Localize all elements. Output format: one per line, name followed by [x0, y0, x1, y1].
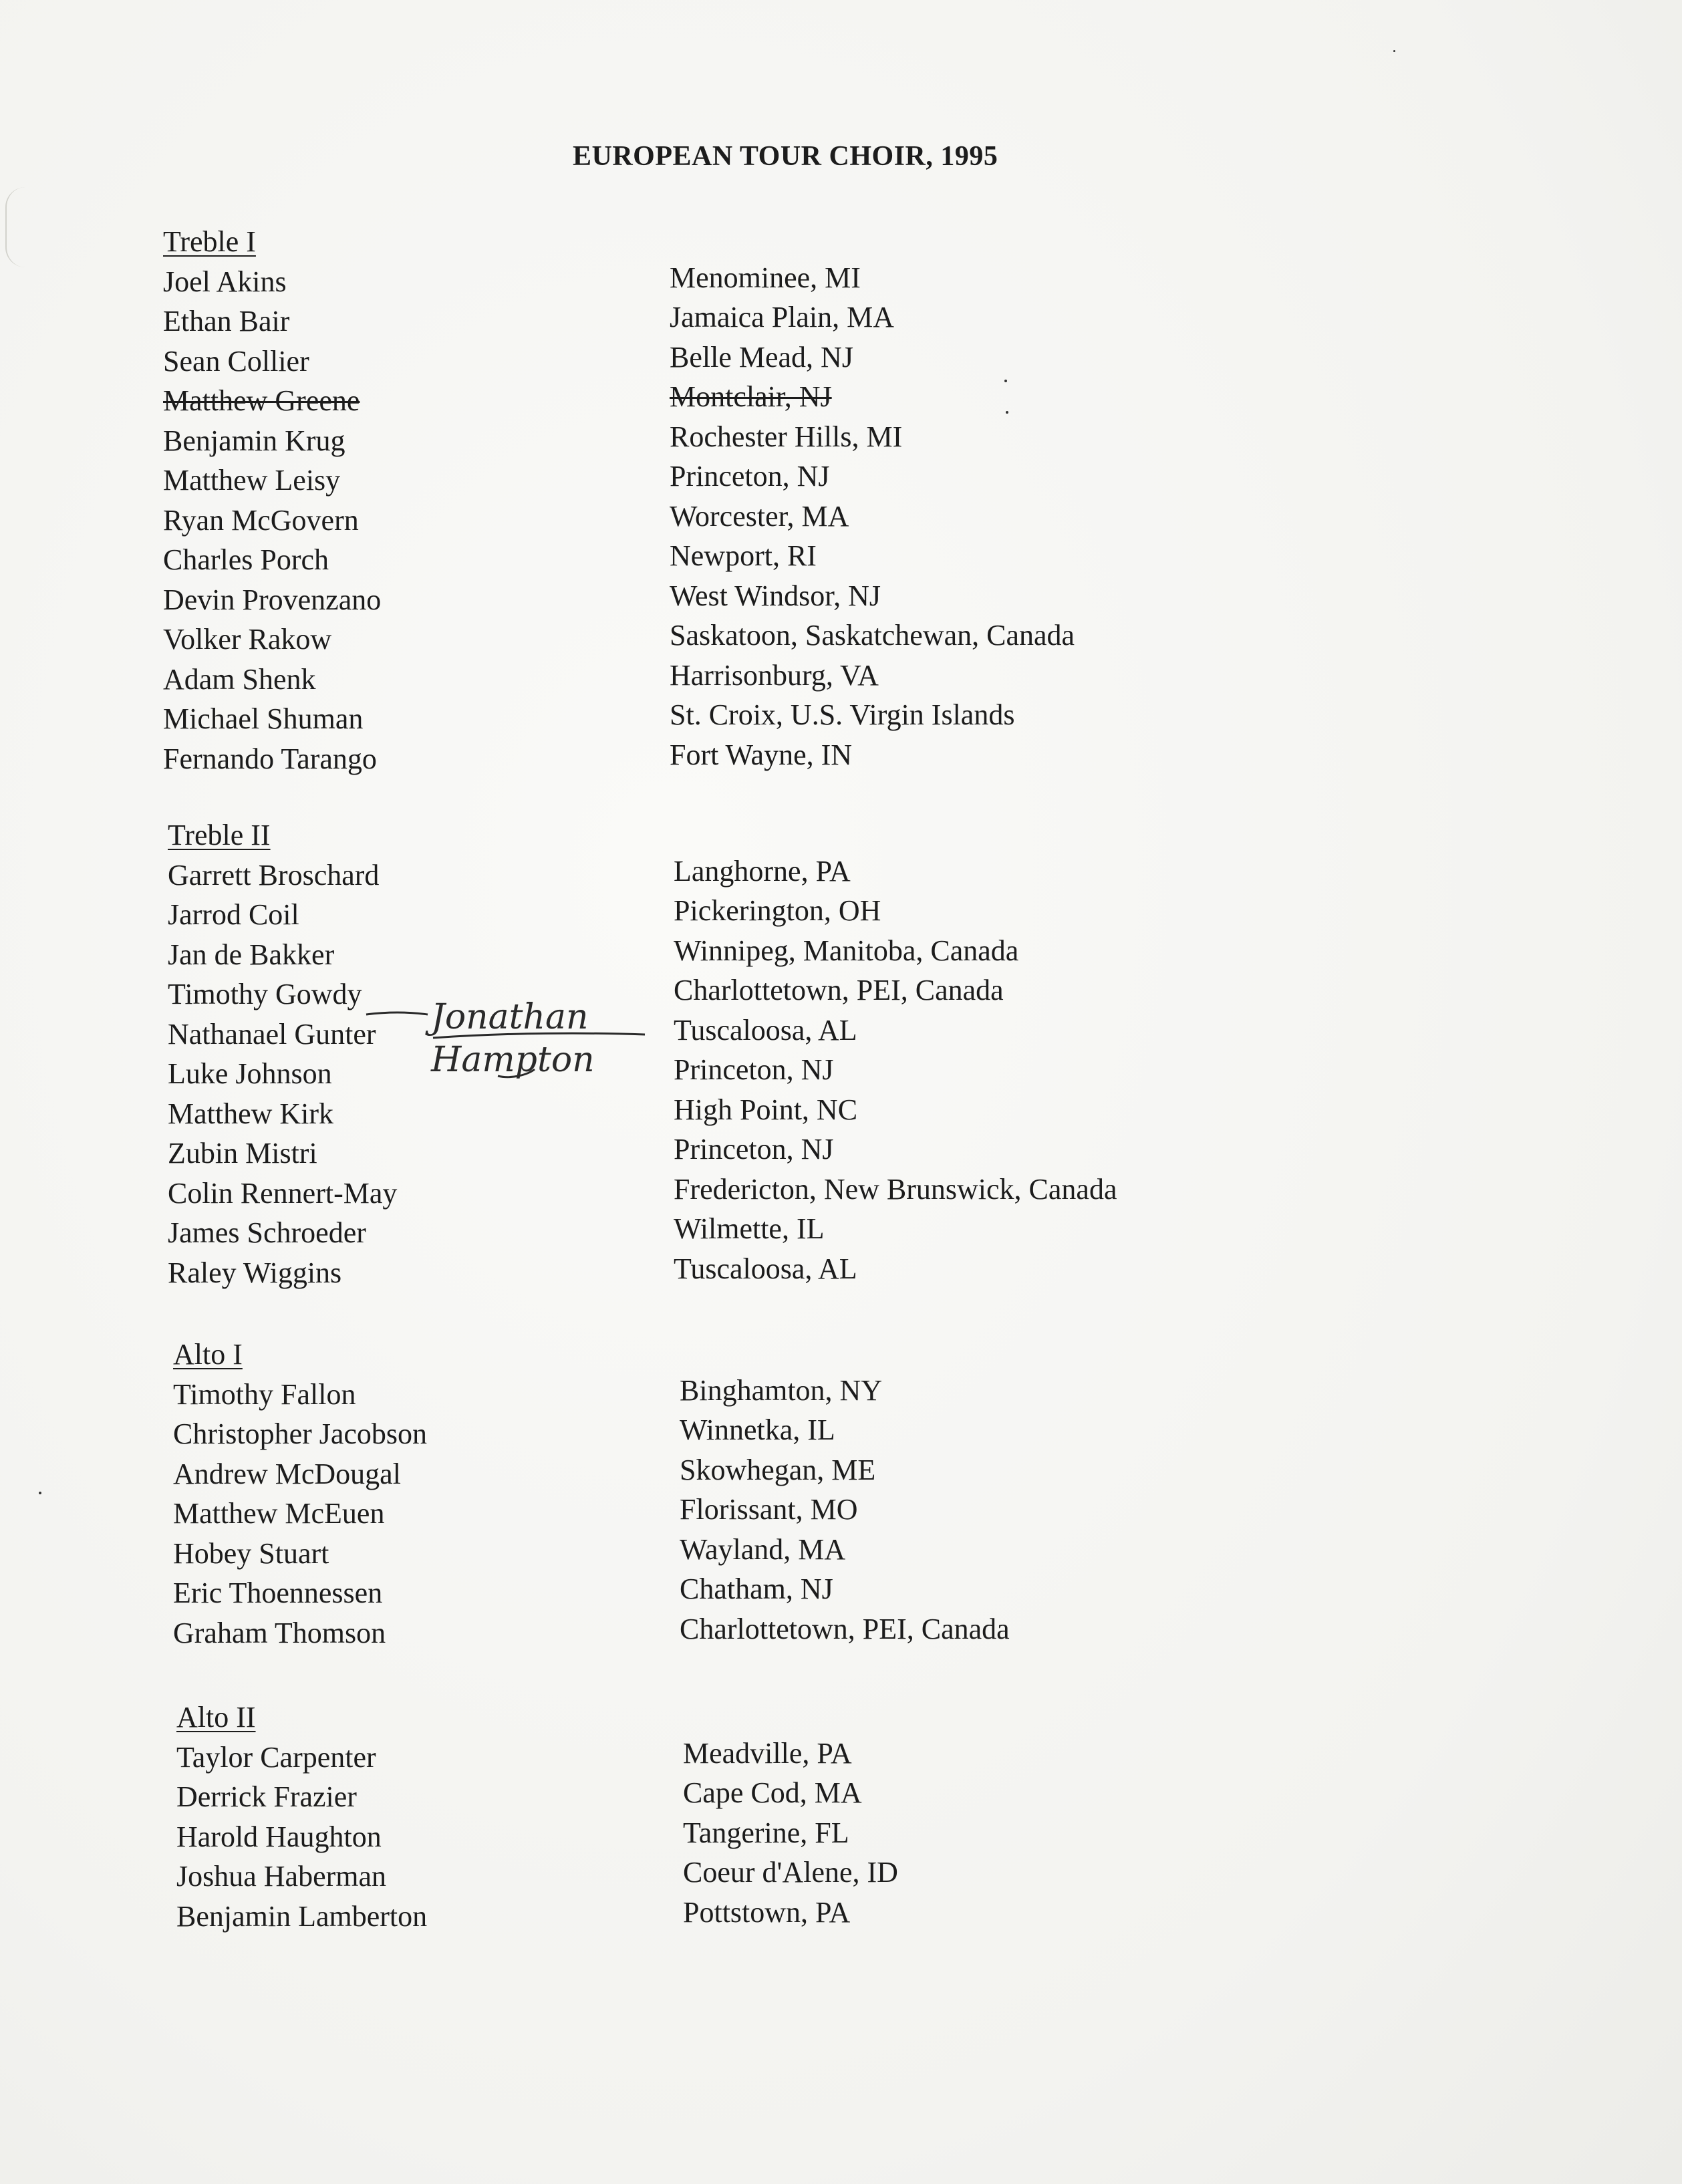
member-name: Adam Shenk: [163, 662, 316, 696]
member-hometown: Tuscaloosa, AL: [674, 1013, 857, 1047]
member-hometown: Montclair, NJ: [670, 380, 832, 413]
member-name: Joel Akins: [163, 265, 287, 298]
member-name: Christopher Jacobson: [173, 1417, 428, 1450]
member-name: Michael Shuman: [163, 702, 364, 735]
member-hometown: Princeton, NJ: [670, 460, 830, 493]
member-name: Nathanael Gunter: [168, 1017, 376, 1051]
member-hometown: Coeur d'Alene, ID: [683, 1856, 898, 1889]
member-hometown: Charlottetown, PEI, Canada: [680, 1612, 1010, 1645]
member-name: Graham Thomson: [173, 1616, 386, 1649]
page-title: EUROPEAN TOUR CHOIR, 1995: [573, 141, 998, 172]
member-name: Matthew Leisy: [163, 464, 341, 497]
member-name: Eric Thoennessen: [173, 1577, 383, 1609]
member-hometown: Wayland, MA: [680, 1532, 846, 1566]
speck: [1393, 50, 1395, 52]
member-name: Benjamin Lamberton: [176, 1899, 428, 1933]
member-name: Volker Rakow: [163, 623, 332, 656]
member-name: Matthew McEuen: [173, 1497, 385, 1530]
member-name: Andrew McDougal: [173, 1457, 401, 1490]
member-name: Fernando Tarango: [163, 742, 377, 775]
member-hometown: Saskatoon, Saskatchewan, Canada: [670, 619, 1075, 652]
member-hometown: Belle Mead, NJ: [670, 340, 853, 374]
handwritten-name-line2: Hampton: [431, 1040, 595, 1080]
member-name: Garrett Broschard: [168, 858, 380, 892]
member-hometown: Tangerine, FL: [683, 1816, 849, 1849]
member-hometown: Jamaica Plain, MA: [670, 301, 895, 333]
speck: [1006, 411, 1008, 414]
member-hometown: Rochester Hills, MI: [670, 420, 903, 453]
section-heading: Alto I: [173, 1338, 243, 1371]
member-name: Derrick Frazier: [176, 1780, 357, 1813]
member-name: Timothy Gowdy: [168, 978, 362, 1010]
member-name: Matthew Kirk: [168, 1097, 334, 1130]
member-name: Taylor Carpenter: [176, 1740, 376, 1774]
member-name: Timothy Fallon: [173, 1377, 356, 1411]
member-name: Sean Collier: [163, 344, 309, 378]
member-hometown: Harrisonburg, VA: [670, 658, 879, 692]
member-hometown: Winnipeg, Manitoba, Canada: [674, 934, 1019, 967]
member-hometown: Cape Cod, MA: [683, 1776, 862, 1809]
member-name: Luke Johnson: [168, 1057, 332, 1090]
member-name: James Schroeder: [168, 1216, 366, 1249]
member-name: Ryan McGovern: [163, 503, 359, 537]
member-name: Jan de Bakker: [168, 938, 335, 971]
member-name: Colin Rennert-May: [168, 1176, 398, 1210]
member-hometown: Tuscaloosa, AL: [674, 1252, 857, 1285]
member-hometown: Chatham, NJ: [680, 1573, 833, 1605]
member-hometown: Meadville, PA: [683, 1736, 852, 1770]
member-name: Ethan Bair: [163, 305, 290, 337]
member-name: Zubin Mistri: [168, 1137, 317, 1170]
section-heading: Treble I: [163, 225, 256, 258]
member-name: Joshua Haberman: [176, 1860, 387, 1893]
member-name: Hobey Stuart: [173, 1536, 329, 1570]
member-hometown: Langhorne, PA: [674, 854, 851, 888]
member-hometown: Menominee, MI: [670, 261, 861, 294]
member-hometown: Winnetka, IL: [680, 1413, 835, 1446]
member-hometown: Florissant, MO: [680, 1493, 858, 1526]
paper-edge-mark: [5, 187, 27, 267]
member-name: Matthew Greene: [163, 384, 360, 417]
member-hometown: St. Croix, U.S. Virgin Islands: [670, 698, 1015, 731]
member-hometown: Newport, RI: [670, 539, 817, 572]
member-hometown: Charlottetown, PEI, Canada: [674, 974, 1004, 1006]
member-hometown: Worcester, MA: [670, 499, 849, 533]
member-hometown: Pottstown, PA: [683, 1895, 851, 1929]
member-hometown: High Point, NC: [674, 1093, 858, 1126]
member-name: Jarrod Coil: [168, 898, 299, 931]
handwritten-name-line1: Jonathan: [431, 997, 589, 1037]
member-hometown: Princeton, NJ: [674, 1053, 834, 1086]
member-hometown: Fort Wayne, IN: [670, 738, 853, 771]
section-heading: Treble II: [168, 819, 271, 851]
member-name: Benjamin Krug: [163, 424, 345, 457]
member-hometown: Skowhegan, ME: [680, 1453, 876, 1486]
member-hometown: Wilmette, IL: [674, 1212, 825, 1245]
member-hometown: West Windsor, NJ: [670, 579, 881, 612]
speck: [39, 1492, 41, 1494]
speck: [1004, 380, 1007, 382]
member-hometown: Princeton, NJ: [674, 1133, 834, 1166]
member-name: Harold Haughton: [176, 1820, 382, 1853]
member-name: Charles Porch: [163, 543, 329, 576]
member-hometown: Pickerington, OH: [674, 894, 881, 927]
member-name: Raley Wiggins: [168, 1256, 342, 1289]
member-hometown: Fredericton, New Brunswick, Canada: [674, 1172, 1117, 1206]
member-hometown: Binghamton, NY: [680, 1373, 883, 1407]
member-name: Devin Provenzano: [163, 583, 382, 616]
section-heading: Alto II: [176, 1701, 256, 1734]
